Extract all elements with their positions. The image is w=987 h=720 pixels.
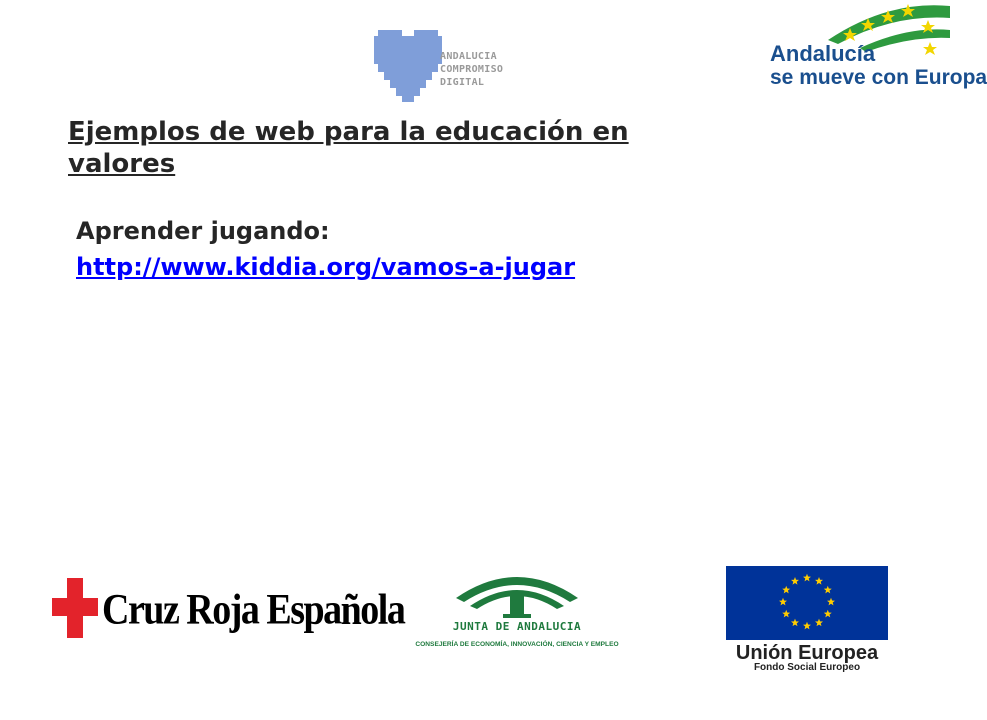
andalucia-europa-logo	[768, 0, 987, 104]
eu-flag-icon	[726, 566, 888, 640]
kiddia-link[interactable]: http://www.kiddia.org/vamos-a-jugar	[76, 253, 576, 281]
ue-name: Unión Europea	[735, 642, 879, 664]
logo-text-line1: Andalucía	[770, 41, 876, 66]
eu-star	[815, 577, 823, 585]
red-cross-icon	[52, 576, 98, 640]
logo-text-line3: DIGITAL	[440, 77, 485, 88]
eu-star	[815, 619, 823, 627]
andalucia-compromiso-digital-logo	[372, 26, 542, 104]
cruz-roja-text: Cruz Roja Española	[102, 585, 405, 634]
eu-star	[782, 610, 790, 618]
eu-star	[824, 610, 832, 618]
eu-star	[782, 586, 790, 594]
slide-subtitle: Aprender jugando:	[76, 217, 330, 245]
logo-text-line2: se mueve con Europa	[770, 66, 987, 89]
junta-department: CONSEJERÍA DE ECONOMÍA, INNOVACIÓN, CIENCIA Y EMPLEO	[415, 641, 619, 648]
slide-title: Ejemplos de web para la educación en valores	[68, 117, 629, 179]
junta-emblem-icon	[384, 562, 650, 620]
logo-text-line2: COMPROMISO	[440, 64, 504, 75]
eu-star	[824, 586, 832, 594]
eu-star	[827, 598, 835, 606]
union-europea-logo	[724, 566, 892, 676]
cruz-roja-logo	[52, 576, 405, 640]
eu-star	[803, 622, 811, 630]
junta-andalucia-logo	[384, 562, 650, 654]
eu-star	[779, 598, 787, 606]
logo-text-line1: ANDALUCIA	[440, 51, 497, 62]
junta-name: JUNTA DE ANDALUCIA	[452, 620, 582, 633]
eu-star	[791, 619, 799, 627]
pixel-heart-icon	[372, 26, 444, 104]
eu-star	[791, 577, 799, 585]
eu-star	[803, 574, 811, 582]
ue-fund: Fondo Social Europeo	[753, 662, 861, 673]
